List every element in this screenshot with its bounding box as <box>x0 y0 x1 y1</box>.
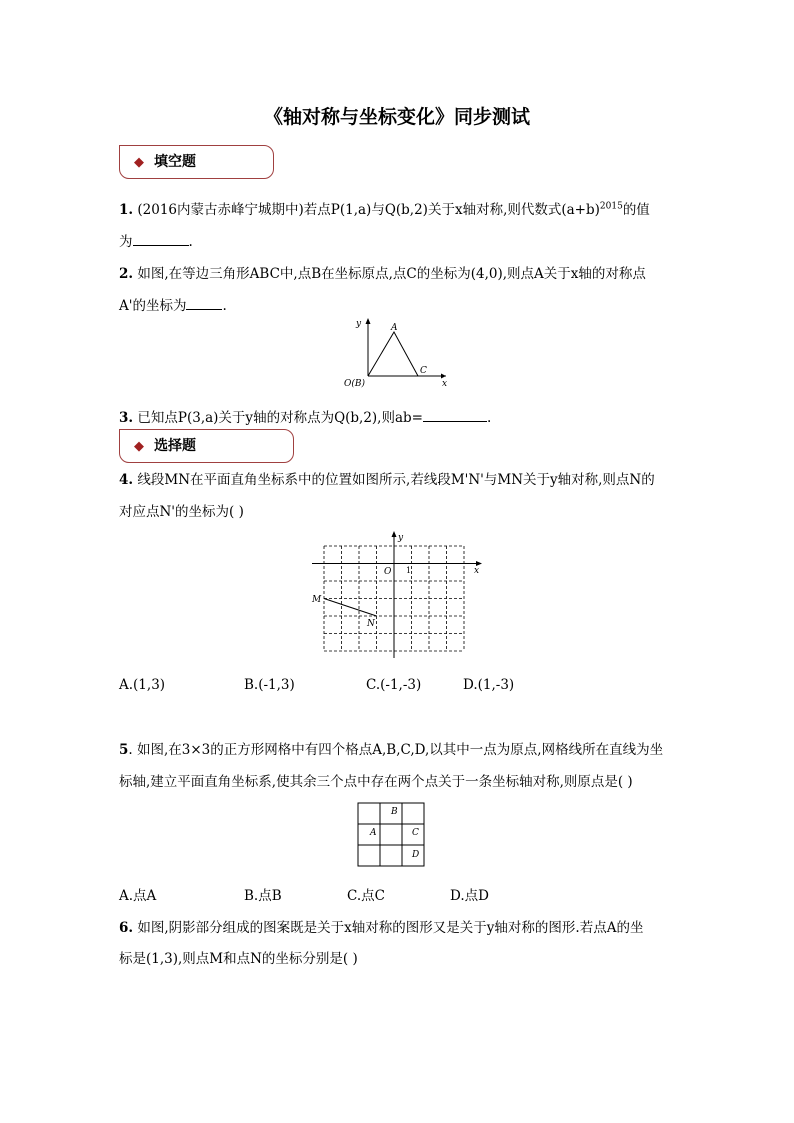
question-text: P(1,a)与Q(b,2)关于x轴对称,则代数式(a+b) <box>330 202 600 218</box>
question-text: 已知点P(3,a)关于y轴的对称点为Q(b,2),则ab= <box>137 410 423 426</box>
unit-label: 1 <box>406 566 412 575</box>
point-a-label: A <box>370 828 377 838</box>
question-text: 的值 <box>622 202 650 218</box>
segment-mn <box>324 599 377 617</box>
question-text: (2016内蒙古赤峰宁城期中)若点 <box>137 202 331 218</box>
point-m-label: M <box>312 595 322 605</box>
question-number: 6. <box>119 920 134 936</box>
option-c[interactable]: C.点C <box>347 888 385 904</box>
question-text: 对应点N'的坐标为( ) <box>119 504 244 520</box>
question-text: 标是(1,3),则点M和点N的坐标分别是( ) <box>119 951 358 967</box>
question-text: 标轴,建立平面直角坐标系,使其余三个点中存在两个点关于一条坐标轴对称,则原点是( ) <box>119 774 633 790</box>
question-4-line-2 <box>119 500 244 520</box>
section-title: 填空题 <box>154 154 196 170</box>
y-label: y <box>356 319 362 329</box>
x-label: x <box>474 566 480 576</box>
answer-blank[interactable] <box>423 409 487 422</box>
option-d[interactable]: D.(1,-3) <box>463 677 515 693</box>
option-c[interactable]: C.(-1,-3) <box>366 677 422 693</box>
question-number: 3. <box>119 410 134 426</box>
question-text: . 如图,在3×3的正方形网格中有四个格点A,B,C,D,以其中一点为原点,网格线所在直线为坐 <box>128 742 664 758</box>
diamond-icon: ◆ <box>134 155 144 170</box>
question-number: 1. <box>119 202 134 218</box>
section-title: 选择题 <box>154 438 196 454</box>
question-text: A'的坐标为 <box>119 298 187 314</box>
question-5-line-1 <box>119 738 663 758</box>
origin-label: O(B) <box>344 379 366 389</box>
diamond-icon: ◆ <box>134 439 144 454</box>
answer-blank[interactable] <box>186 297 222 310</box>
y-axis-arrow <box>366 318 371 324</box>
question-2-line-2 <box>119 294 227 314</box>
y-axis-arrow <box>392 531 397 537</box>
exponent: 2015 <box>599 201 623 212</box>
option-d[interactable]: D.点D <box>450 888 489 904</box>
option-b[interactable]: B.点B <box>244 888 282 904</box>
page-title: 《轴对称与坐标变化》同步测试 <box>263 106 530 128</box>
question-6-line-2 <box>119 947 358 967</box>
question-text: 线段MN在平面直角坐标系中的位置如图所示,若线段M'N'与MN关于y轴对称,则点N的 <box>137 472 655 488</box>
question-1-line-1 <box>119 198 650 218</box>
question-text: 如图,在等边三角形ABC中,点B在坐标原点,点C的坐标为(4,0),则点A关于x轴的对称点 <box>137 266 646 282</box>
question-number: 4. <box>119 472 134 488</box>
question-number: 2. <box>119 266 134 282</box>
option-a[interactable]: A.(1,3) <box>119 677 166 693</box>
question-text: . <box>188 234 193 250</box>
question-1-line-2 <box>119 230 193 250</box>
origin-label: O <box>384 567 392 577</box>
triangle-abc <box>368 332 418 376</box>
section-header-fill <box>119 145 274 179</box>
grid-figure-abcd <box>355 800 427 870</box>
section-header-choice <box>119 429 294 463</box>
point-d-label: D <box>412 850 420 860</box>
triangle-figure <box>338 314 458 394</box>
point-a-label: A <box>391 323 398 333</box>
question-2-line-1 <box>119 262 646 282</box>
point-n-label: N <box>367 619 375 629</box>
y-label: y <box>398 533 404 543</box>
point-c-label: C <box>420 366 427 376</box>
grid-figure-mn <box>308 528 488 662</box>
x-axis-arrow <box>441 374 446 379</box>
question-number: 5 <box>119 742 129 758</box>
question-4-line-1 <box>119 468 655 488</box>
x-label: x <box>442 379 448 389</box>
question-5-line-2 <box>119 770 633 790</box>
option-a[interactable]: A.点A <box>119 888 157 904</box>
question-text: 如图,阴影部分组成的图案既是关于x轴对称的图形又是关于y轴对称的图形.若点A的坐 <box>137 920 644 936</box>
question-text: 为 <box>119 234 133 250</box>
question-6-line-1 <box>119 916 643 936</box>
question-text: . <box>222 298 227 314</box>
option-b[interactable]: B.(-1,3) <box>244 677 295 693</box>
question-3-line <box>119 406 491 426</box>
point-b-label: B <box>391 807 398 817</box>
point-c-label: C <box>412 828 419 838</box>
answer-blank[interactable] <box>133 233 189 246</box>
question-text: . <box>486 410 492 426</box>
